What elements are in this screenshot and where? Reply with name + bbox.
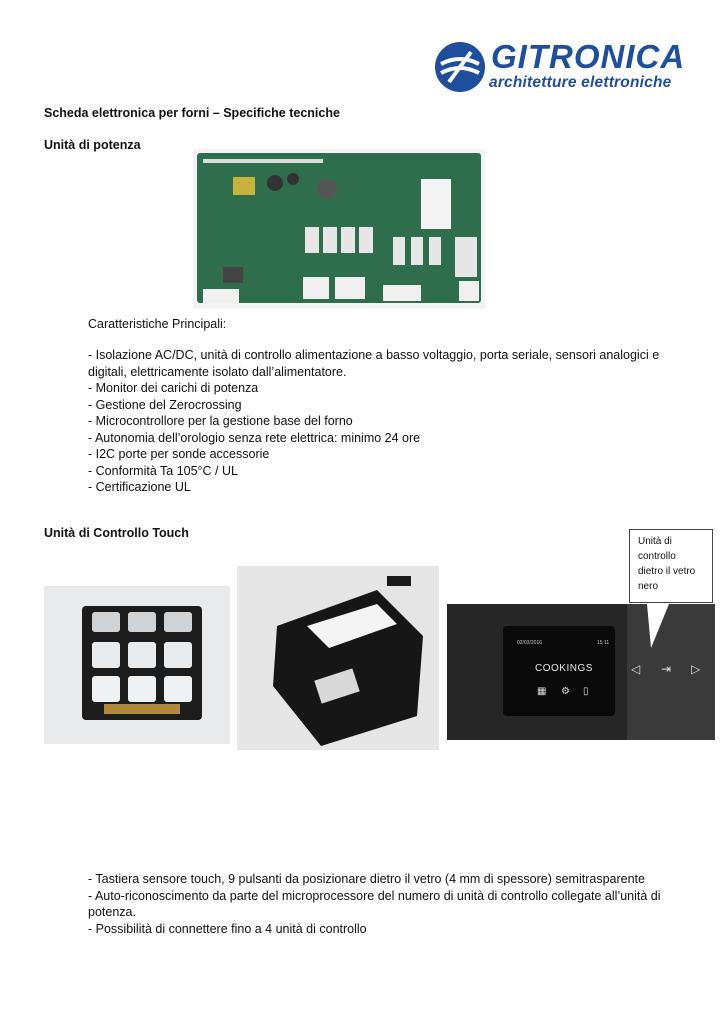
power-features-list xyxy=(88,347,688,496)
arrow-right-icon: ▷ xyxy=(691,662,701,676)
callout-box xyxy=(629,529,713,603)
grid-icon: ▦ xyxy=(537,686,547,697)
power-feature-line: - Autonomia dell’orologio senza rete elettrica: minimo 24 ore xyxy=(88,430,421,445)
touch-keypad-photo xyxy=(44,586,230,744)
gitronica-logo-mark xyxy=(433,40,489,96)
control-unit-illustration xyxy=(237,566,439,750)
touch-feature-line: - Auto-riconoscimento da parte del microprocessore del numero di unità di controllo collegate all’unità di xyxy=(88,888,661,903)
power-feature-line: - Gestione del Zerocrossing xyxy=(88,397,242,412)
section-power-heading: Unità di potenza xyxy=(44,138,141,152)
touch-features-list xyxy=(88,871,698,937)
book-icon: ▯ xyxy=(583,686,589,697)
power-board-photo xyxy=(193,149,485,309)
section-touch-heading: Unità di Controllo Touch xyxy=(44,526,189,540)
power-feature-line: - Monitor dei carichi di potenza xyxy=(88,381,259,395)
logo-tagline: architetture elettroniche xyxy=(489,74,672,91)
logo-name: GITRONICA xyxy=(491,38,686,75)
display-photo xyxy=(447,604,715,740)
control-unit-photo xyxy=(237,566,439,750)
power-feature-line: - Certificazione UL xyxy=(88,480,191,494)
company-logo xyxy=(433,40,685,96)
display-label: COOKINGS xyxy=(535,663,593,674)
callout-line: Unità di xyxy=(638,536,672,547)
power-feature-line: - Conformità Ta 105°C / UL xyxy=(88,463,238,478)
exit-icon: ⇥ xyxy=(661,662,672,676)
features-heading: Caratteristiche Principali: xyxy=(88,317,227,331)
touch-feature-line: potenza. xyxy=(88,905,136,919)
callout-line: nero xyxy=(638,581,659,592)
callout-line: controllo xyxy=(638,551,676,562)
power-feature-line: - I2C porte per sonde accessorie xyxy=(88,447,270,461)
pcb-illustration xyxy=(193,149,485,309)
power-feature-line: digitali, elettricamente isolato dall’alimentatore. xyxy=(88,364,347,379)
touch-feature-line: - Tastiera sensore touch, 9 pulsanti da posizionare dietro il vetro (4 mm di spessore) semitrasparente xyxy=(88,872,645,886)
settings-icon: ⚙ xyxy=(561,686,570,697)
display-date: 02/03/2016 xyxy=(517,640,543,646)
power-feature-line: - Microcontrollore per la gestione base del forno xyxy=(88,414,353,428)
arrow-left-icon: ◁ xyxy=(631,662,641,676)
touch-feature-line: - Possibilità di connettere fino a 4 unità di controllo xyxy=(88,921,367,936)
power-feature-line: - Isolazione AC/DC, unità di controllo alimentazione a basso voltaggio, porta seriale, sensori analogici e xyxy=(88,348,660,362)
callout-line: dietro il vetro xyxy=(638,566,696,577)
display-time: 15:11 xyxy=(597,640,610,646)
document-title: Scheda elettronica per forni – Specifiche tecniche xyxy=(44,106,340,120)
keypad-illustration xyxy=(44,586,230,744)
